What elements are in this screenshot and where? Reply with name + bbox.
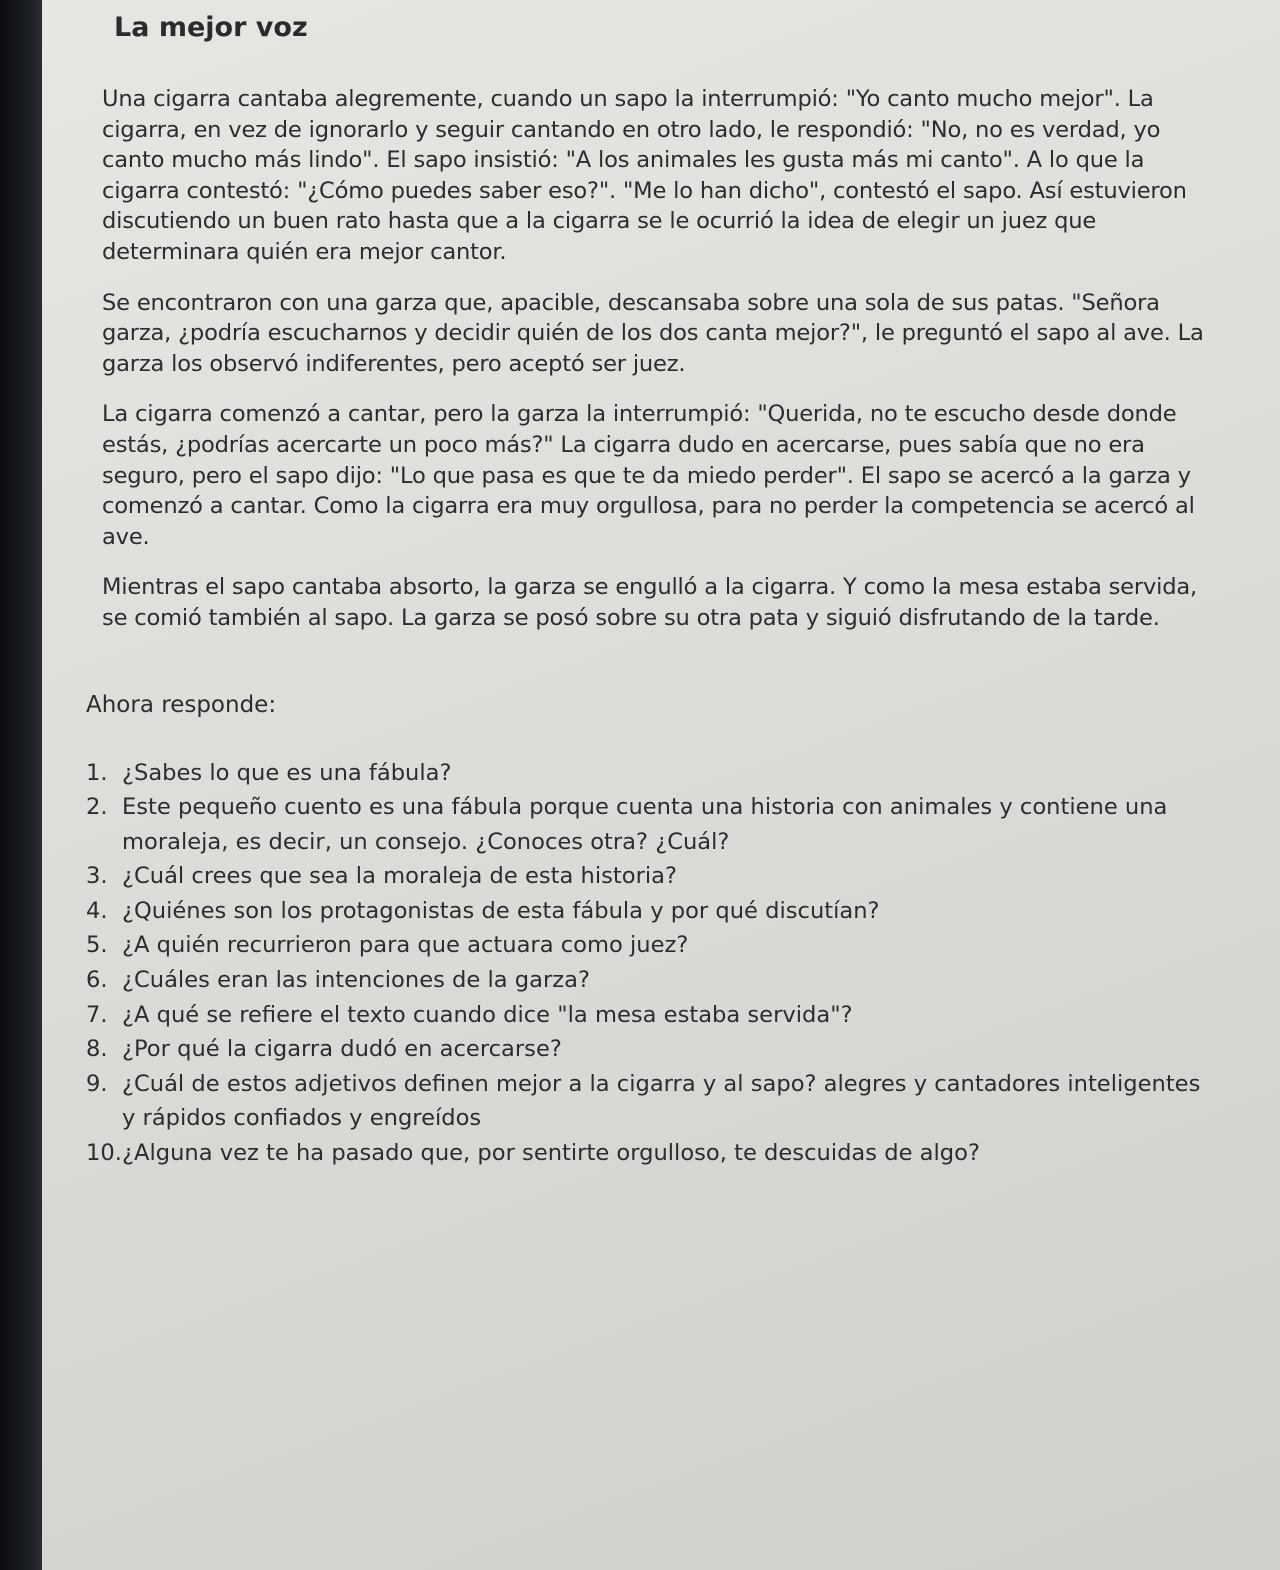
question-number: 6.	[86, 967, 108, 994]
document-page	[42, 0, 1280, 1570]
question-number: 9.	[86, 1070, 108, 1097]
question-text: ¿Por qué la cigarra dudó en acercarse?	[122, 1036, 562, 1063]
question-item	[86, 928, 1212, 963]
question-text: ¿Quiénes son los protagonistas de esta fábula y por qué discutían?	[122, 897, 880, 924]
question-item	[86, 963, 1212, 998]
question-item	[86, 790, 1212, 859]
question-number: 1.	[86, 759, 108, 786]
question-number: 3.	[86, 863, 108, 890]
document-title: La mejor voz	[114, 12, 308, 43]
question-item	[86, 859, 1212, 894]
question-number: 5.	[86, 932, 108, 959]
story-body	[102, 84, 1212, 634]
question-number: 10.	[86, 1140, 122, 1167]
question-text: ¿A quién recurrieron para que actuara como juez?	[122, 932, 689, 959]
story-paragraph-4: Mientras el sapo cantaba absorto, la garza se engulló a la cigarra. Y como la mesa estaba servida, se comió también al sapo. La garza se posó sobre su otra pata y siguió disfrutando de la tarde.	[102, 574, 1197, 631]
question-item	[86, 1032, 1212, 1067]
question-number: 8.	[86, 1036, 108, 1063]
question-text: ¿Cuál crees que sea la moraleja de esta historia?	[122, 863, 677, 890]
question-text: ¿A qué se refiere el texto cuando dice "la mesa estaba servida"?	[122, 1001, 853, 1028]
document-content	[86, 8, 1212, 1171]
question-item	[86, 894, 1212, 929]
questions-prompt: Ahora responde:	[86, 691, 277, 718]
story-paragraph-3: La cigarra comenzó a cantar, pero la garza la interrumpió: "Querida, no te escucho desde donde estás, ¿podrías acercarte un poco más?" La cigarra dudo en acercarse, pues sabía que no era seguro, pero el sapo dijo: "Lo que pasa es que te da miedo perder". El sapo se acercó a la garza y comenzó a cantar. Como la cigarra era muy orgullosa, para no perder la competencia se acercó al ave.	[102, 401, 1195, 550]
question-text: ¿Alguna vez te ha pasado que, por sentirte orgulloso, te descuidas de algo?	[122, 1140, 980, 1167]
question-item	[86, 1067, 1212, 1136]
question-text: ¿Cuál de estos adjetivos definen mejor a la cigarra y al sapo? alegres y cantadores inteligentes y rápidos confiados y engreídos	[122, 1070, 1201, 1132]
story-paragraph-2: Se encontraron con una garza que, apacible, descansaba sobre una sola de sus patas. "Señora garza, ¿podría escucharnos y decidir quién de los dos canta mejor?", le preguntó el sapo al ave. La garza los observó indiferentes, pero aceptó ser juez.	[102, 289, 1204, 377]
screen-bezel	[0, 0, 42, 1570]
story-paragraph-1: Una cigarra cantaba alegremente, cuando un sapo la interrumpió: "Yo canto mucho mejor". La cigarra, en vez de ignorarlo y seguir cantando en otro lado, le respondió: "No, no es verdad, yo canto mucho más lindo". El sapo insistió: "A los animales les gusta más mi canto". A lo que la cigarra contestó: "¿Cómo puedes saber eso?". "Me lo han dicho", contestó el sapo. Así estuvieron discutiendo un buen rato hasta que a la cigarra se le ocurrió la idea de elegir un juez que determinara quién era mejor cantor.	[102, 86, 1187, 265]
question-text: Este pequeño cuento es una fábula porque cuenta una historia con animales y contiene una moraleja, es decir, un consejo. ¿Conoces otra? ¿Cuál?	[122, 794, 1168, 855]
question-text: ¿Cuáles eran las intenciones de la garza?	[122, 967, 590, 994]
question-number: 4.	[86, 897, 108, 924]
question-item	[86, 756, 1212, 791]
question-item	[86, 1136, 1212, 1171]
questions-list	[86, 756, 1212, 1171]
question-text: ¿Sabes lo que es una fábula?	[122, 759, 452, 786]
question-number: 7.	[86, 1001, 108, 1028]
question-item	[86, 998, 1212, 1033]
question-number: 2.	[86, 794, 108, 821]
